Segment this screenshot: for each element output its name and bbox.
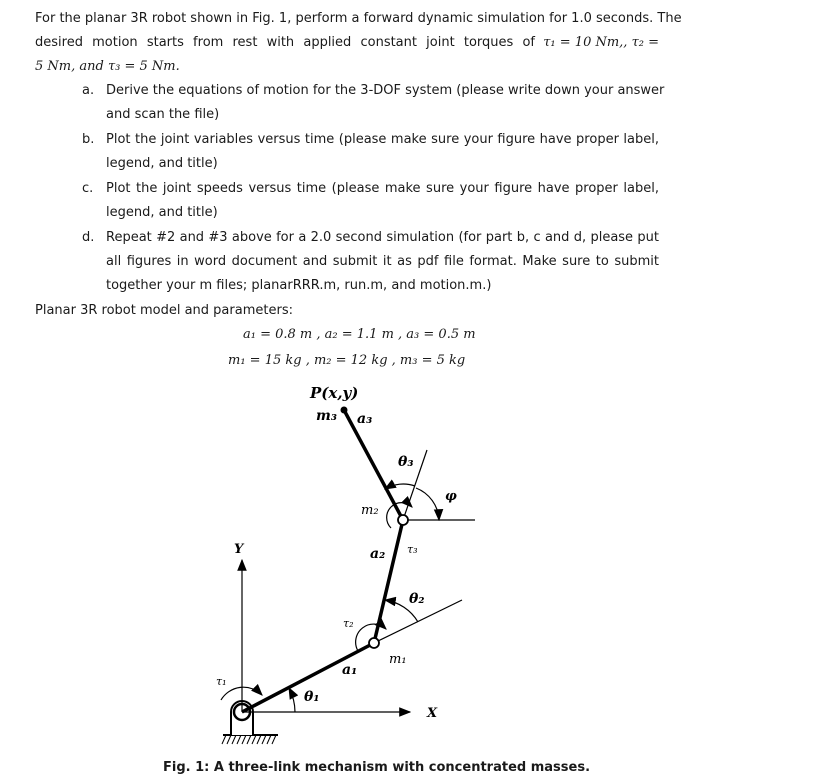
item-c-label: c. (82, 181, 94, 196)
param-lengths: a₁ = 0.8 m , a₂ = 1.1 m , a₃ = 0.5 m (243, 327, 476, 342)
phi-arc (416, 488, 439, 520)
label-theta1: θ₁ (304, 689, 320, 705)
label-a1: a₁ (342, 662, 358, 678)
end-effector-mass-icon (341, 407, 348, 414)
item-b-line-1: Plot the joint variables versus time (please make sure your figure have proper label, (106, 132, 659, 147)
label-tau2: τ₂ (343, 617, 354, 630)
label-m1: m₁ (389, 652, 407, 667)
label-a2: a₂ (370, 546, 386, 562)
joint-2-icon (369, 638, 379, 648)
intro-line-2-text: desired motion starts from rest with applied constant joint torques of (35, 35, 535, 50)
figure-caption: Fig. 1: A three-link mechanism with concentrated masses. (163, 760, 591, 775)
item-d-label: d. (82, 230, 95, 245)
item-c-line-1: Plot the joint speeds versus time (please make sure your figure have proper label, (106, 181, 659, 196)
label-P: P(x,y) (310, 384, 359, 402)
label-theta2: θ₂ (409, 591, 425, 607)
label-theta3: θ₃ (398, 454, 414, 470)
theta1-arc (289, 688, 295, 712)
label-tau1: τ₁ (216, 675, 227, 688)
label-m2: m₂ (361, 503, 379, 518)
label-tau3: τ₃ (407, 543, 418, 556)
intro-line-2-math: τ₁ = 10 Nm,, τ₂ = (543, 35, 659, 50)
joint-3-icon (398, 515, 408, 525)
intro-line-1: For the planar 3R robot shown in Fig. 1, perform a forward dynamic simulation for 1.0 seconds. The (35, 11, 682, 26)
item-c-line-2: legend, and title) (106, 205, 218, 220)
item-a-line-1: Derive the equations of motion for the 3-DOF system (please write down your answer (106, 83, 665, 98)
item-d-line-3: together your m files; planarRRR.m, run.m, and motion.m.) (106, 278, 492, 293)
label-m3: m₃ (316, 408, 337, 424)
param-masses: m₁ = 15 kg , m₂ = 12 kg , m₃ = 5 kg (228, 353, 466, 368)
theta3-arc (385, 484, 415, 489)
label-X: X (427, 706, 438, 721)
item-d-line-2: all figures in word document and submit it as pdf file format. Make sure to submit (106, 254, 659, 269)
item-b-label: b. (82, 132, 95, 147)
label-phi: φ (445, 489, 457, 504)
item-a-label: a. (82, 83, 95, 98)
item-a-line-2: and scan the file) (106, 107, 220, 122)
label-Y: Y (234, 542, 244, 557)
item-d-line-1: Repeat #2 and #3 above for a 2.0 second simulation (for part b, c and d, please put (106, 230, 659, 245)
item-b-line-2: legend, and title) (106, 156, 218, 171)
intro-line-3: 5 Nm, and τ₃ = 5 Nm. (35, 59, 180, 74)
label-a3: a₃ (357, 411, 373, 427)
model-heading: Planar 3R robot model and parameters: (35, 303, 293, 318)
